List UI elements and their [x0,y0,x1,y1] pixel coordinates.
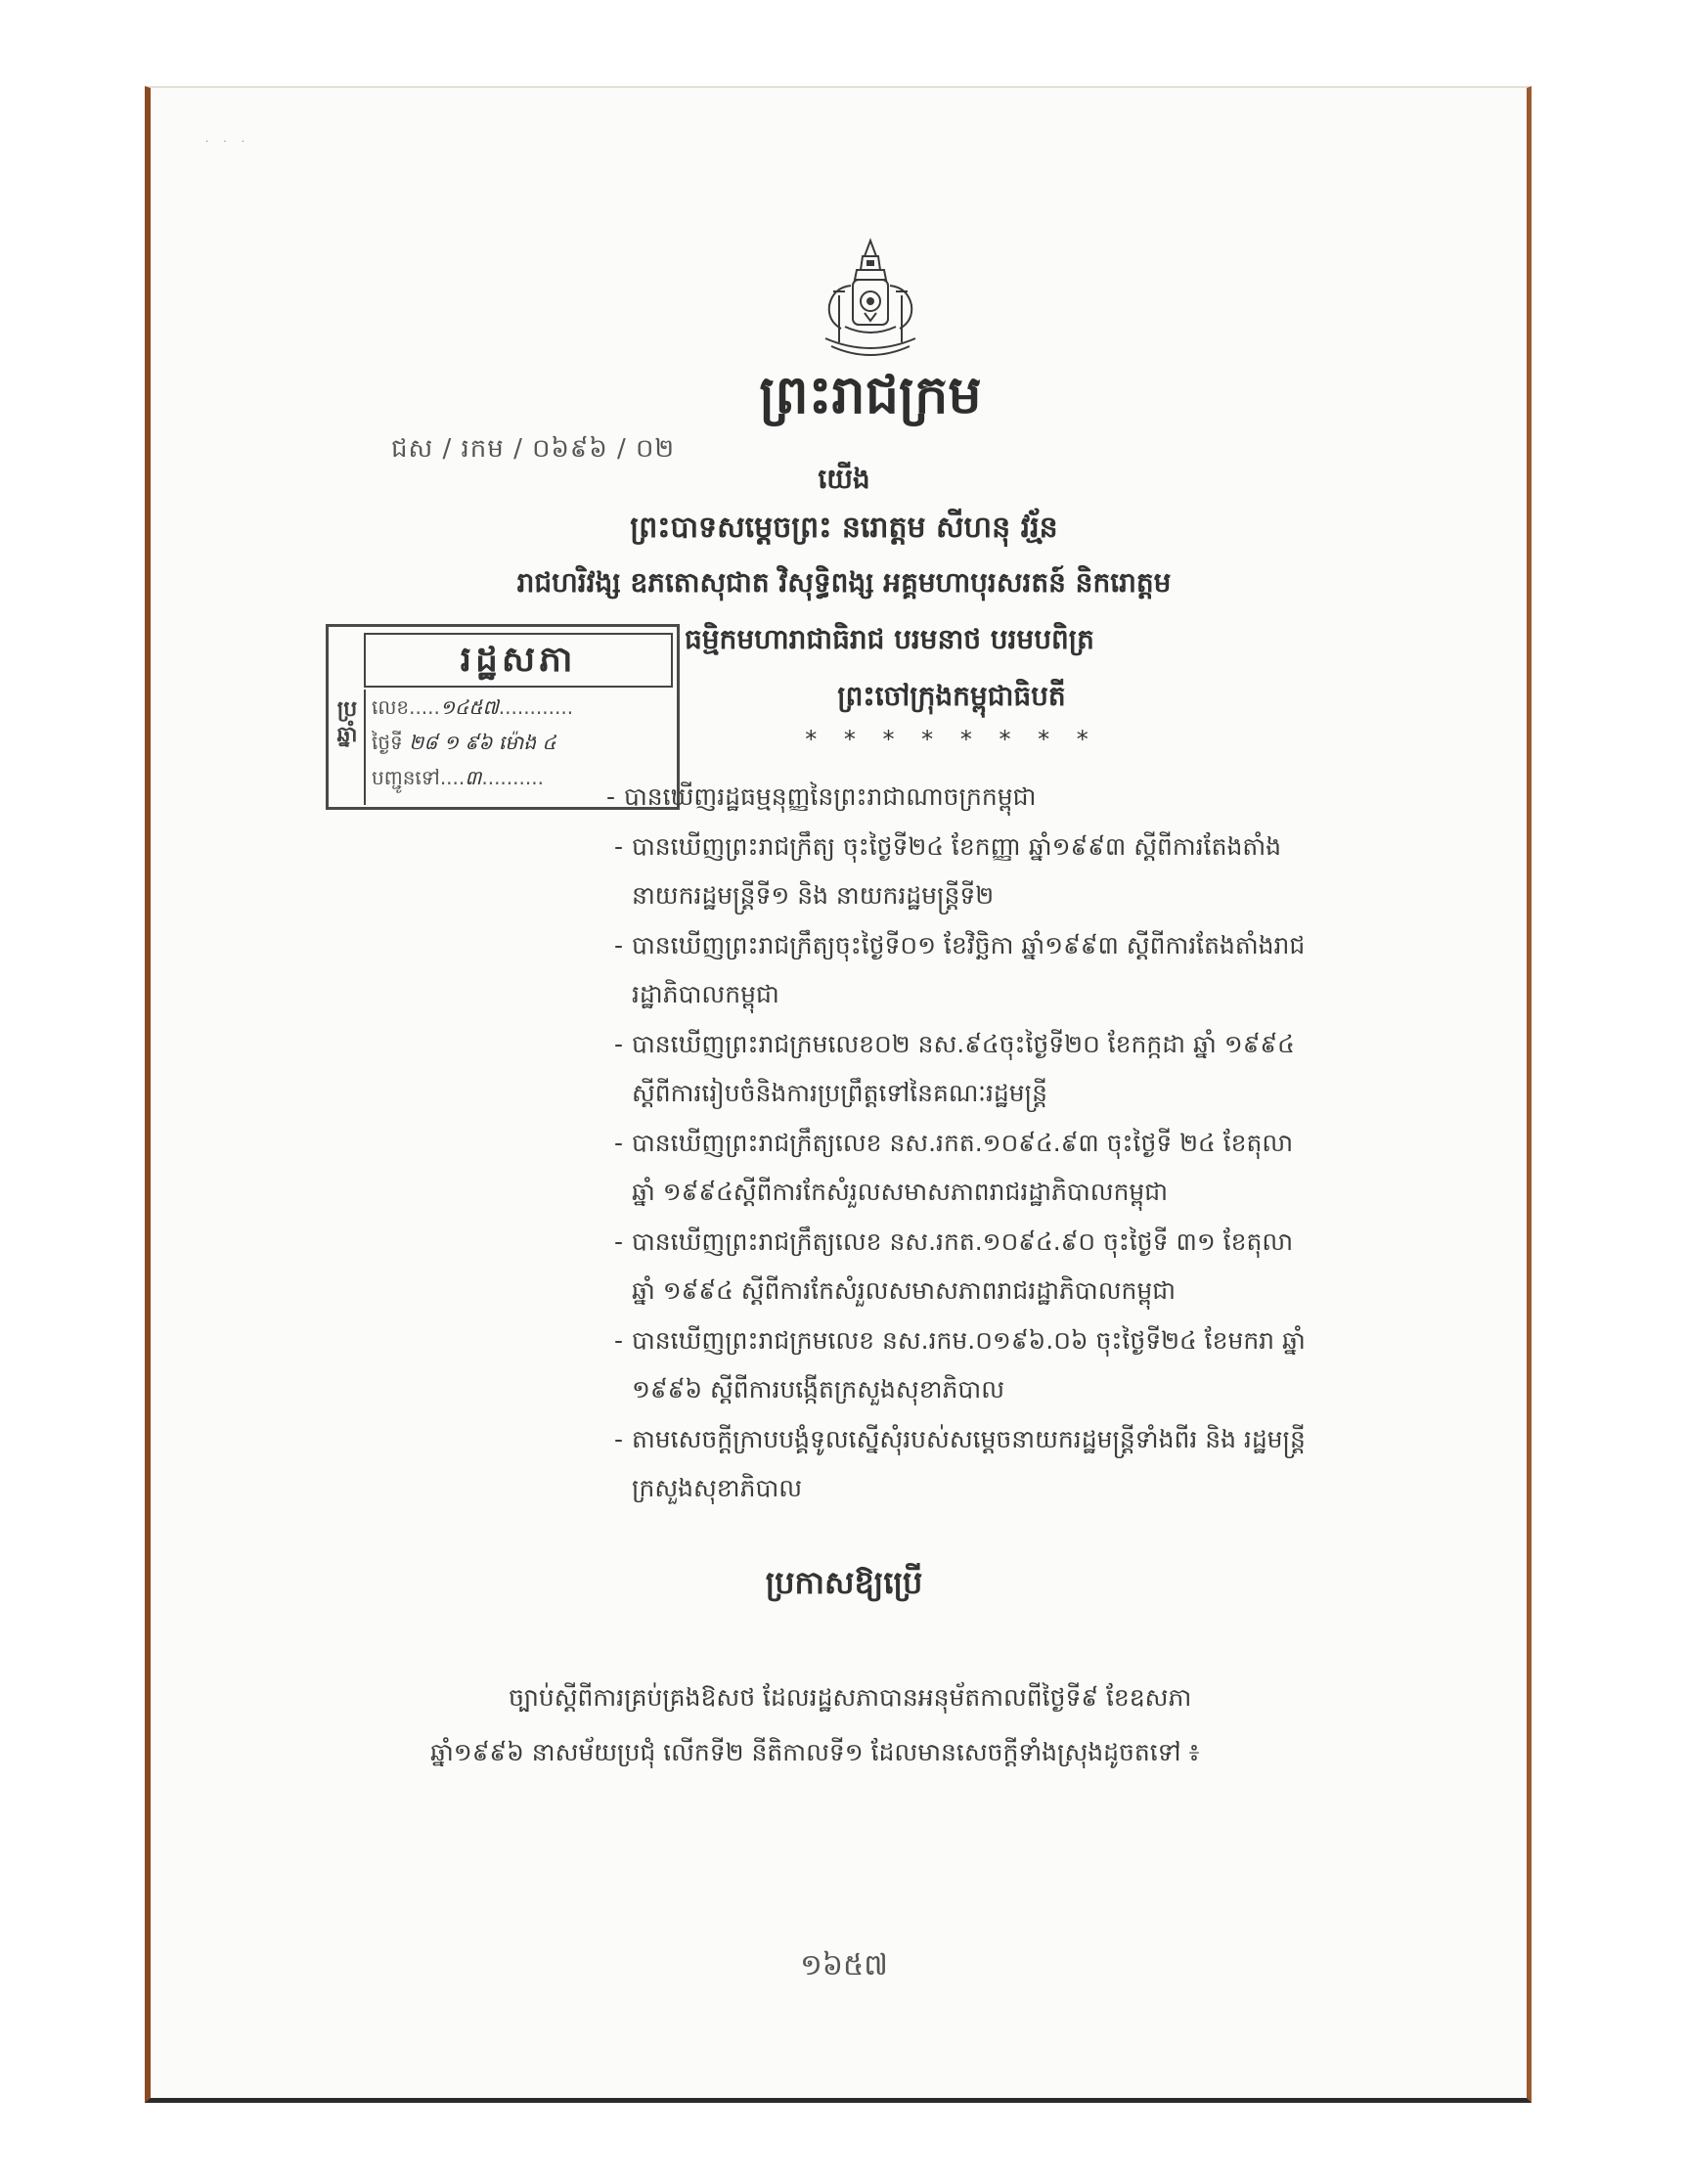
paragraph-line-2: ឆ្នាំ១៩៩៦ នាសម័យប្រជុំ លើកទី២ នីតិកាលទី១ ដែលមានសេចក្តីទាំងស្រុងដូចតទៅ ៖ [430,1738,1200,1766]
reference-number: ជស / រកម / ០៦៩៦ / ០២ [391,434,676,464]
stamp-number-label: លេខ [372,695,410,719]
stamp-side-label: ប្រ ឆ្នាំ [336,697,358,747]
royal-arms-emblem-icon [812,237,929,364]
king-name: ព្រះបាទសម្តេចព្រះ នរោត្តម សីហនុ វរ្ម័ន [630,511,1058,545]
page-number: ១៦៥៧ [800,1948,888,1983]
list-item: - បានឃើញព្រះរាជក្រមលេខ នស.រកម.០១៩៦.០៦ ចុះថ្ងៃទី២៤ ខែមករា ឆ្នាំ ១៩៩៦ ស្តីពីការបង្កើតក្រសួងសុខាភិបាល [614,1326,1306,1404]
proclamation-heading: ប្រកាសឱ្យប្រើ [765,1564,923,1601]
stamp-date-value: ២៨ ១ ៩៦ ម៉ោង ៤ [409,731,556,754]
royal-titles-line-3: ព្រះចៅក្រុងកម្ពុជាធិបតី [837,680,1066,712]
we-heading: យើង [818,463,870,495]
stamp-date-row [366,725,673,760]
stamp-heading: រដ្ឋសភា [364,633,673,688]
stamp-number-value: ១៤៥៧ [439,695,499,719]
paragraph-line-1: ច្បាប់ស្តីពីការគ្រប់គ្រងឱសថ ដែលរដ្ឋសភាបានអនុម័តកាលពីថ្ងៃទី៩ ខែឧសភា [509,1683,1192,1712]
list-item: - បានឃើញព្រះរាជក្រមលេខ០២ នស.៩៤ចុះថ្ងៃទី២០ ខែកក្កដា ឆ្នាំ ១៩៩៤ ស្តីពីការរៀបចំនិងការប្រព្រឹត្តទៅនៃគណៈរដ្ឋមន្ត្រី [614,1030,1295,1107]
stamp-register-row: បញ្ជូនទៅ....៣.......... [372,766,544,789]
document-title: ព្រះរាជក្រម [759,363,982,425]
scan-marks: · · · [205,137,250,148]
stamp-number-row: លេខ.....១៤៥៧............ [372,695,574,719]
list-item: - បានឃើញរដ្ឋធម្មនុញ្ញនៃព្រះរាជាណាចក្រកម្ពុជា [606,782,1037,811]
list-item: - បានឃើញព្រះរាជក្រឹត្យ ចុះថ្ងៃទី២៤ ខែកញ្ញា ឆ្នាំ១៩៩៣ ស្តីពីការតែងតាំងនាយករដ្ឋមន្ត្រីទី១ និង នាយករដ្ឋមន្ត្រីទី២ [614,832,1281,910]
stamp-register-label: បញ្ជូនទៅ [372,766,440,789]
separator-stars: * * * * * * * * [805,726,1098,753]
list-item: - បានឃើញព្រះរាជក្រឹត្យលេខ នស.រកត.១០៩៤.៩០ ចុះថ្ងៃទី ៣១ ខែតុលា ឆ្នាំ ១៩៩៤ ស្តីពីការកែសំរួលសមាសភាពរាជរដ្ឋាភិបាលកម្ពុជា [614,1227,1294,1305]
body-paragraph [430,1671,1369,1780]
list-item: - តាមសេចក្តីក្រាបបង្គំទូលស្នើសុំរបស់សម្តេចនាយករដ្ឋមន្ត្រីទាំងពីរ និង រដ្ឋមន្ត្រីក្រសួងសុខាភិបាល [614,1425,1306,1502]
royal-titles-line-2: ធម្មិកមហារាជាធិរាជ បរមនាថ បរមបពិត្រ [685,623,1094,655]
list-item: - បានឃើញព្រះរាជក្រឹត្យចុះថ្ងៃទី០១ ខែវិច្ឆិកា ឆ្នាំ១៩៩៣ ស្តីពីការតែងតាំងរាជរដ្ឋាភិបាលកម្ពុជា [614,931,1306,1008]
preamble-list [606,773,1318,1514]
stamp-date-label: ថ្ងៃទី [372,731,403,754]
list-item: - បានឃើញព្រះរាជក្រឹត្យលេខ នស.រកត.១០៩៤.៩៣ ចុះថ្ងៃទី ២៤ ខែតុលា ឆ្នាំ ១៩៩៤ស្តីពីការកែសំរួលសមាសភាពរាជរដ្ឋាភិបាលកម្ពុជា [614,1129,1294,1206]
royal-titles-line-1: រាជហរិវង្ស ឧភតោសុជាត វិសុទ្ធិពង្ស អគ្គមហាបុរសរតន៍ និករោត្តម [516,566,1172,599]
stamp-register-value: ៣ [465,766,482,789]
